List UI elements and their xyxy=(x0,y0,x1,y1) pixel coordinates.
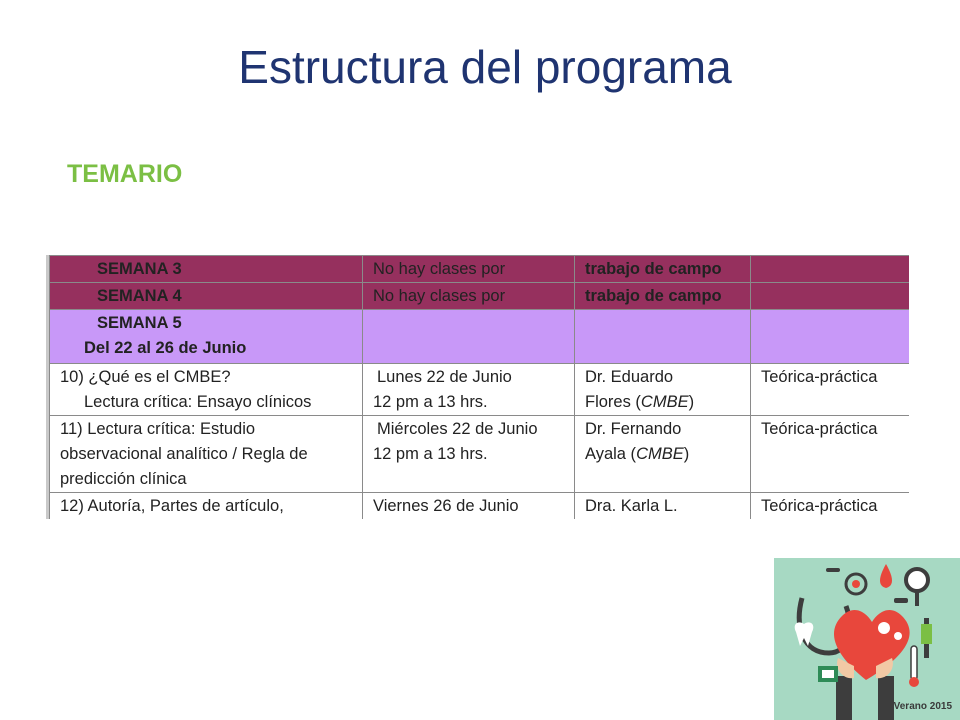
thermometer-icon xyxy=(911,646,917,680)
topic-line: predicción clínica xyxy=(60,470,187,488)
table-row xyxy=(50,493,910,520)
date-line: Miércoles 22 de Junio xyxy=(377,420,538,438)
medical-heart-illustration xyxy=(774,558,960,720)
topic-line: observacional analítico / Regla de xyxy=(60,445,308,463)
section-heading: TEMARIO xyxy=(67,160,183,188)
week-label: SEMANA 5 xyxy=(97,314,182,332)
empty-cell xyxy=(751,256,910,283)
schedule-table xyxy=(49,255,909,519)
week-cell: SEMANA 4 xyxy=(50,283,363,310)
week-cell: SEMANA 3 xyxy=(50,256,363,283)
note-cell: No hay clases por xyxy=(363,256,575,283)
date-cell xyxy=(363,416,575,493)
topic-line: Lectura crítica: Ensayo clínicos xyxy=(84,393,312,411)
speaker-paren: ) xyxy=(683,445,690,463)
speaker-line xyxy=(585,390,742,415)
empty-cell xyxy=(363,310,575,364)
speaker-line: Dr. Eduardo xyxy=(585,368,674,386)
week-cell xyxy=(50,310,363,364)
type-cell: Teórica-práctica xyxy=(751,364,910,416)
time-line: 12 pm a 13 hrs. xyxy=(373,445,488,463)
date-line: Lunes 22 de Junio xyxy=(377,368,512,386)
speaker-line: Dr. Fernando xyxy=(585,420,682,438)
week-dates: Del 22 al 26 de Junio xyxy=(84,339,247,357)
summer-program-logo xyxy=(774,558,960,720)
speaker-cell xyxy=(575,364,751,416)
speaker-affiliation: CMBE xyxy=(640,393,689,411)
speaker-cell: Dra. Karla L. xyxy=(575,493,751,520)
gear-small-icon xyxy=(894,632,902,640)
medicine-label-icon xyxy=(822,670,834,678)
time-line: 12 pm a 13 hrs. xyxy=(373,393,488,411)
thermometer-bulb-icon xyxy=(909,677,919,687)
date-cell xyxy=(363,364,575,416)
table-row xyxy=(50,256,910,283)
type-cell: Teórica-práctica xyxy=(751,493,910,520)
type-cell: Teórica-práctica xyxy=(751,416,910,493)
topic-cell: 12) Autoría, Partes de artículo, xyxy=(50,493,363,520)
note-cell-bold: trabajo de campo xyxy=(575,283,751,310)
speaker-cell xyxy=(575,416,751,493)
topic-line: 11) Lectura crítica: Estudio xyxy=(60,420,256,438)
gear-icon xyxy=(878,622,890,634)
table-row xyxy=(50,416,910,493)
table-row xyxy=(50,310,910,364)
syringe-fluid-icon xyxy=(921,624,932,644)
speaker-affiliation: CMBE xyxy=(636,445,684,463)
table-row xyxy=(50,364,910,416)
left-arm xyxy=(836,676,852,720)
speaker-line xyxy=(585,442,742,467)
speaker-name-part: Flores ( xyxy=(585,393,641,411)
right-arm xyxy=(878,676,894,720)
blood-drop-icon xyxy=(880,564,892,588)
table-row xyxy=(50,283,910,310)
topic-line: 10) ¿Qué es el CMBE? xyxy=(60,368,231,386)
empty-cell xyxy=(751,283,910,310)
empty-cell xyxy=(575,310,751,364)
pill-icon xyxy=(826,568,840,572)
note-cell-bold: trabajo de campo xyxy=(575,256,751,283)
logo-caption: Verano 2015 xyxy=(893,701,952,712)
schedule-table-image xyxy=(46,255,909,519)
note-cell: No hay clases por xyxy=(363,283,575,310)
date-cell: Viernes 26 de Junio xyxy=(363,493,575,520)
magnifier-icon xyxy=(906,569,928,591)
topic-cell xyxy=(50,416,363,493)
atom-core-icon xyxy=(852,580,860,588)
slide-title: Estructura del programa xyxy=(238,41,732,93)
speaker-name-part: Ayala ( xyxy=(585,445,637,463)
empty-cell xyxy=(751,310,910,364)
topic-cell xyxy=(50,364,363,416)
capsule-icon xyxy=(894,598,908,603)
speaker-paren: ) xyxy=(688,393,695,411)
